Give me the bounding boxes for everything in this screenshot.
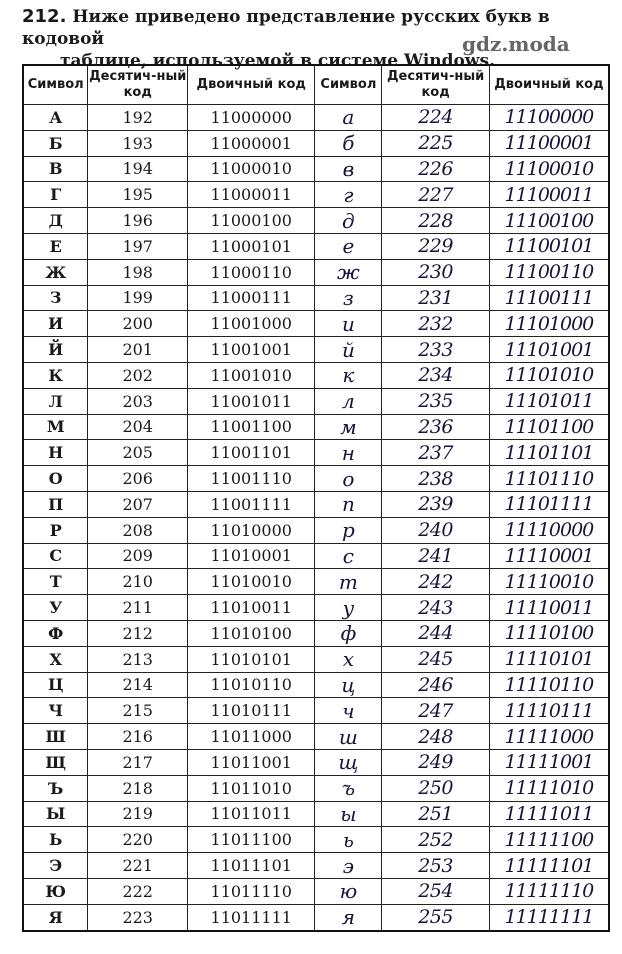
lowercase-letter: ъ [315,775,382,801]
binary-code: 11001100 [188,414,315,440]
table-row [23,362,609,388]
lowercase-letter: ц [315,672,382,698]
table-row [23,724,609,750]
lowercase-decimal-code: 236 [382,414,490,440]
binary-code: 11011101 [188,853,315,879]
uppercase-letter: Н [23,440,88,466]
decimal-code: 222 [88,878,188,904]
lowercase-decimal-code: 244 [382,620,490,646]
lowercase-binary-code: 11101110 [489,466,609,492]
lowercase-decimal-code: 225 [382,130,490,156]
uppercase-letter: С [23,543,88,569]
lowercase-letter: з [315,285,382,311]
header-decimal: Десятич-ный код [88,65,188,105]
binary-code: 11001011 [188,388,315,414]
lowercase-decimal-code: 242 [382,569,490,595]
header-binary: Двоичный код [188,65,315,105]
lowercase-binary-code: 11101000 [489,311,609,337]
lowercase-letter: м [315,414,382,440]
table-row [23,698,609,724]
binary-code: 11000111 [188,285,315,311]
decimal-code: 204 [88,414,188,440]
lowercase-binary-code: 11110111 [489,698,609,724]
uppercase-letter: Ю [23,878,88,904]
lowercase-decimal-code: 251 [382,801,490,827]
header-symbol: Символ [23,65,88,105]
lowercase-binary-code: 11100111 [489,285,609,311]
uppercase-letter: Х [23,646,88,672]
decimal-code: 216 [88,724,188,750]
table-row [23,569,609,595]
decimal-code: 223 [88,904,188,930]
lowercase-decimal-code: 245 [382,646,490,672]
uppercase-letter: Е [23,233,88,259]
binary-code: 11001010 [188,362,315,388]
binary-code: 11000001 [188,130,315,156]
lowercase-letter: а [315,105,382,131]
binary-code: 11011001 [188,749,315,775]
lowercase-decimal-code: 231 [382,285,490,311]
lowercase-binary-code: 11101011 [489,388,609,414]
lowercase-binary-code: 11111111 [489,904,609,930]
lowercase-decimal-code: 253 [382,853,490,879]
uppercase-letter: Ж [23,259,88,285]
table-row [23,827,609,853]
lowercase-decimal-code: 227 [382,182,490,208]
table-row [23,156,609,182]
decimal-code: 205 [88,440,188,466]
decimal-code: 198 [88,259,188,285]
decimal-code: 211 [88,595,188,621]
lowercase-letter: и [315,311,382,337]
lowercase-decimal-code: 252 [382,827,490,853]
binary-code: 11000011 [188,182,315,208]
lowercase-decimal-code: 240 [382,517,490,543]
decimal-code: 193 [88,130,188,156]
table-row [23,466,609,492]
uppercase-letter: К [23,362,88,388]
lowercase-binary-code: 11101111 [489,491,609,517]
table-row [23,130,609,156]
lowercase-letter: я [315,904,382,930]
uppercase-letter: Р [23,517,88,543]
table-row [23,388,609,414]
table-row [23,904,609,930]
lowercase-letter: о [315,466,382,492]
uppercase-letter: Б [23,130,88,156]
table-row [23,672,609,698]
binary-code: 11011111 [188,904,315,930]
lowercase-decimal-code: 250 [382,775,490,801]
header-binary-lower: Двоичный код [489,65,609,105]
decimal-code: 218 [88,775,188,801]
lowercase-decimal-code: 224 [382,105,490,131]
uppercase-letter: Ч [23,698,88,724]
lowercase-binary-code: 11100110 [489,259,609,285]
table-row [23,105,609,131]
binary-code: 11001111 [188,491,315,517]
table-row [23,853,609,879]
table-row [23,543,609,569]
uppercase-letter: Ф [23,620,88,646]
uppercase-letter: И [23,311,88,337]
decimal-code: 201 [88,337,188,363]
lowercase-binary-code: 11100011 [489,182,609,208]
lowercase-decimal-code: 254 [382,878,490,904]
binary-code: 11001000 [188,311,315,337]
binary-code: 11011010 [188,775,315,801]
table-row [23,259,609,285]
binary-code: 11010110 [188,672,315,698]
lowercase-decimal-code: 228 [382,208,490,234]
binary-code: 11010001 [188,543,315,569]
lowercase-letter: е [315,233,382,259]
uppercase-letter: Л [23,388,88,414]
lowercase-letter: ю [315,878,382,904]
lowercase-letter: ш [315,724,382,750]
decimal-code: 221 [88,853,188,879]
lowercase-binary-code: 11100001 [489,130,609,156]
lowercase-letter: х [315,646,382,672]
decimal-code: 197 [88,233,188,259]
lowercase-letter: к [315,362,382,388]
binary-code: 11010100 [188,620,315,646]
uppercase-letter: М [23,414,88,440]
table-row [23,878,609,904]
decimal-code: 207 [88,491,188,517]
uppercase-letter: Я [23,904,88,930]
lowercase-binary-code: 11101010 [489,362,609,388]
decimal-code: 213 [88,646,188,672]
watermark: gdz.moda [462,32,570,56]
lowercase-decimal-code: 233 [382,337,490,363]
uppercase-letter: Ь [23,827,88,853]
uppercase-letter: Т [23,569,88,595]
table-row [23,233,609,259]
lowercase-decimal-code: 237 [382,440,490,466]
lowercase-letter: ы [315,801,382,827]
lowercase-binary-code: 11110000 [489,517,609,543]
binary-code: 11011110 [188,878,315,904]
binary-code: 11011100 [188,827,315,853]
lowercase-letter: ф [315,620,382,646]
lowercase-binary-code: 11100101 [489,233,609,259]
binary-code: 11000000 [188,105,315,131]
lowercase-binary-code: 11101100 [489,414,609,440]
table-row [23,182,609,208]
lowercase-binary-code: 11110110 [489,672,609,698]
lowercase-letter: щ [315,749,382,775]
lowercase-binary-code: 11100010 [489,156,609,182]
table-row [23,208,609,234]
lowercase-binary-code: 11111101 [489,853,609,879]
decimal-code: 200 [88,311,188,337]
binary-code: 11010011 [188,595,315,621]
header-symbol-lower: Символ [315,65,382,105]
uppercase-letter: Ы [23,801,88,827]
decimal-code: 206 [88,466,188,492]
decimal-code: 219 [88,801,188,827]
lowercase-letter: у [315,595,382,621]
uppercase-letter: В [23,156,88,182]
binary-code: 11010000 [188,517,315,543]
table-body [23,105,609,931]
uppercase-letter: Д [23,208,88,234]
header-decimal-lower: Десятич-ный код [382,65,490,105]
table-row [23,801,609,827]
lowercase-binary-code: 11101101 [489,440,609,466]
problem-number: 212. [22,6,67,27]
lowercase-letter: с [315,543,382,569]
table-row [23,337,609,363]
lowercase-binary-code: 11101001 [489,337,609,363]
lowercase-letter: б [315,130,382,156]
lowercase-letter: д [315,208,382,234]
uppercase-letter: П [23,491,88,517]
decimal-code: 209 [88,543,188,569]
uppercase-letter: А [23,105,88,131]
lowercase-decimal-code: 239 [382,491,490,517]
lowercase-decimal-code: 238 [382,466,490,492]
lowercase-decimal-code: 232 [382,311,490,337]
lowercase-decimal-code: 234 [382,362,490,388]
table-row [23,749,609,775]
decimal-code: 208 [88,517,188,543]
lowercase-binary-code: 11100000 [489,105,609,131]
lowercase-letter: п [315,491,382,517]
lowercase-decimal-code: 229 [382,233,490,259]
lowercase-binary-code: 11110101 [489,646,609,672]
lowercase-letter: в [315,156,382,182]
uppercase-letter: Г [23,182,88,208]
uppercase-letter: У [23,595,88,621]
decimal-code: 215 [88,698,188,724]
lowercase-decimal-code: 241 [382,543,490,569]
lowercase-decimal-code: 247 [382,698,490,724]
lowercase-binary-code: 11110011 [489,595,609,621]
uppercase-letter: Ъ [23,775,88,801]
decimal-code: 217 [88,749,188,775]
table-header-row [23,65,609,105]
binary-code: 11000101 [188,233,315,259]
binary-code: 11001101 [188,440,315,466]
code-table [22,64,610,932]
table-row [23,311,609,337]
lowercase-binary-code: 11110001 [489,543,609,569]
binary-code: 11011011 [188,801,315,827]
lowercase-letter: л [315,388,382,414]
uppercase-letter: Й [23,337,88,363]
problem-line-1: Ниже приведено представление русских букв в кодовой [22,7,550,49]
lowercase-decimal-code: 249 [382,749,490,775]
binary-code: 11001110 [188,466,315,492]
uppercase-letter: Э [23,853,88,879]
table-row [23,285,609,311]
lowercase-letter: ж [315,259,382,285]
table-row [23,646,609,672]
decimal-code: 203 [88,388,188,414]
uppercase-letter: З [23,285,88,311]
decimal-code: 212 [88,620,188,646]
decimal-code: 202 [88,362,188,388]
lowercase-letter: ь [315,827,382,853]
lowercase-letter: ч [315,698,382,724]
binary-code: 11000010 [188,156,315,182]
lowercase-binary-code: 11111100 [489,827,609,853]
uppercase-letter: О [23,466,88,492]
lowercase-binary-code: 11110100 [489,620,609,646]
table-row [23,595,609,621]
lowercase-decimal-code: 246 [382,672,490,698]
table-row [23,491,609,517]
decimal-code: 195 [88,182,188,208]
lowercase-binary-code: 11100100 [489,208,609,234]
decimal-code: 220 [88,827,188,853]
lowercase-decimal-code: 235 [382,388,490,414]
lowercase-binary-code: 11111010 [489,775,609,801]
lowercase-binary-code: 11111110 [489,878,609,904]
uppercase-letter: Щ [23,749,88,775]
decimal-code: 192 [88,105,188,131]
problem-line-2: таблице, используемой в системе Windows. [60,51,495,71]
decimal-code: 196 [88,208,188,234]
table-row [23,440,609,466]
binary-code: 11010111 [188,698,315,724]
lowercase-letter: э [315,853,382,879]
lowercase-letter: т [315,569,382,595]
binary-code: 11000100 [188,208,315,234]
lowercase-letter: р [315,517,382,543]
decimal-code: 194 [88,156,188,182]
lowercase-decimal-code: 248 [382,724,490,750]
table-row [23,620,609,646]
table-row [23,414,609,440]
decimal-code: 199 [88,285,188,311]
lowercase-binary-code: 11111011 [489,801,609,827]
lowercase-letter: н [315,440,382,466]
lowercase-decimal-code: 243 [382,595,490,621]
lowercase-binary-code: 11110010 [489,569,609,595]
lowercase-letter: й [315,337,382,363]
binary-code: 11001001 [188,337,315,363]
binary-code: 11010010 [188,569,315,595]
table-row [23,517,609,543]
lowercase-letter: г [315,182,382,208]
decimal-code: 214 [88,672,188,698]
lowercase-decimal-code: 226 [382,156,490,182]
lowercase-decimal-code: 230 [382,259,490,285]
binary-code: 11011000 [188,724,315,750]
lowercase-binary-code: 11111001 [489,749,609,775]
uppercase-letter: Ц [23,672,88,698]
uppercase-letter: Ш [23,724,88,750]
lowercase-decimal-code: 255 [382,904,490,930]
decimal-code: 210 [88,569,188,595]
lowercase-binary-code: 11111000 [489,724,609,750]
binary-code: 11000110 [188,259,315,285]
table-row [23,775,609,801]
binary-code: 11010101 [188,646,315,672]
